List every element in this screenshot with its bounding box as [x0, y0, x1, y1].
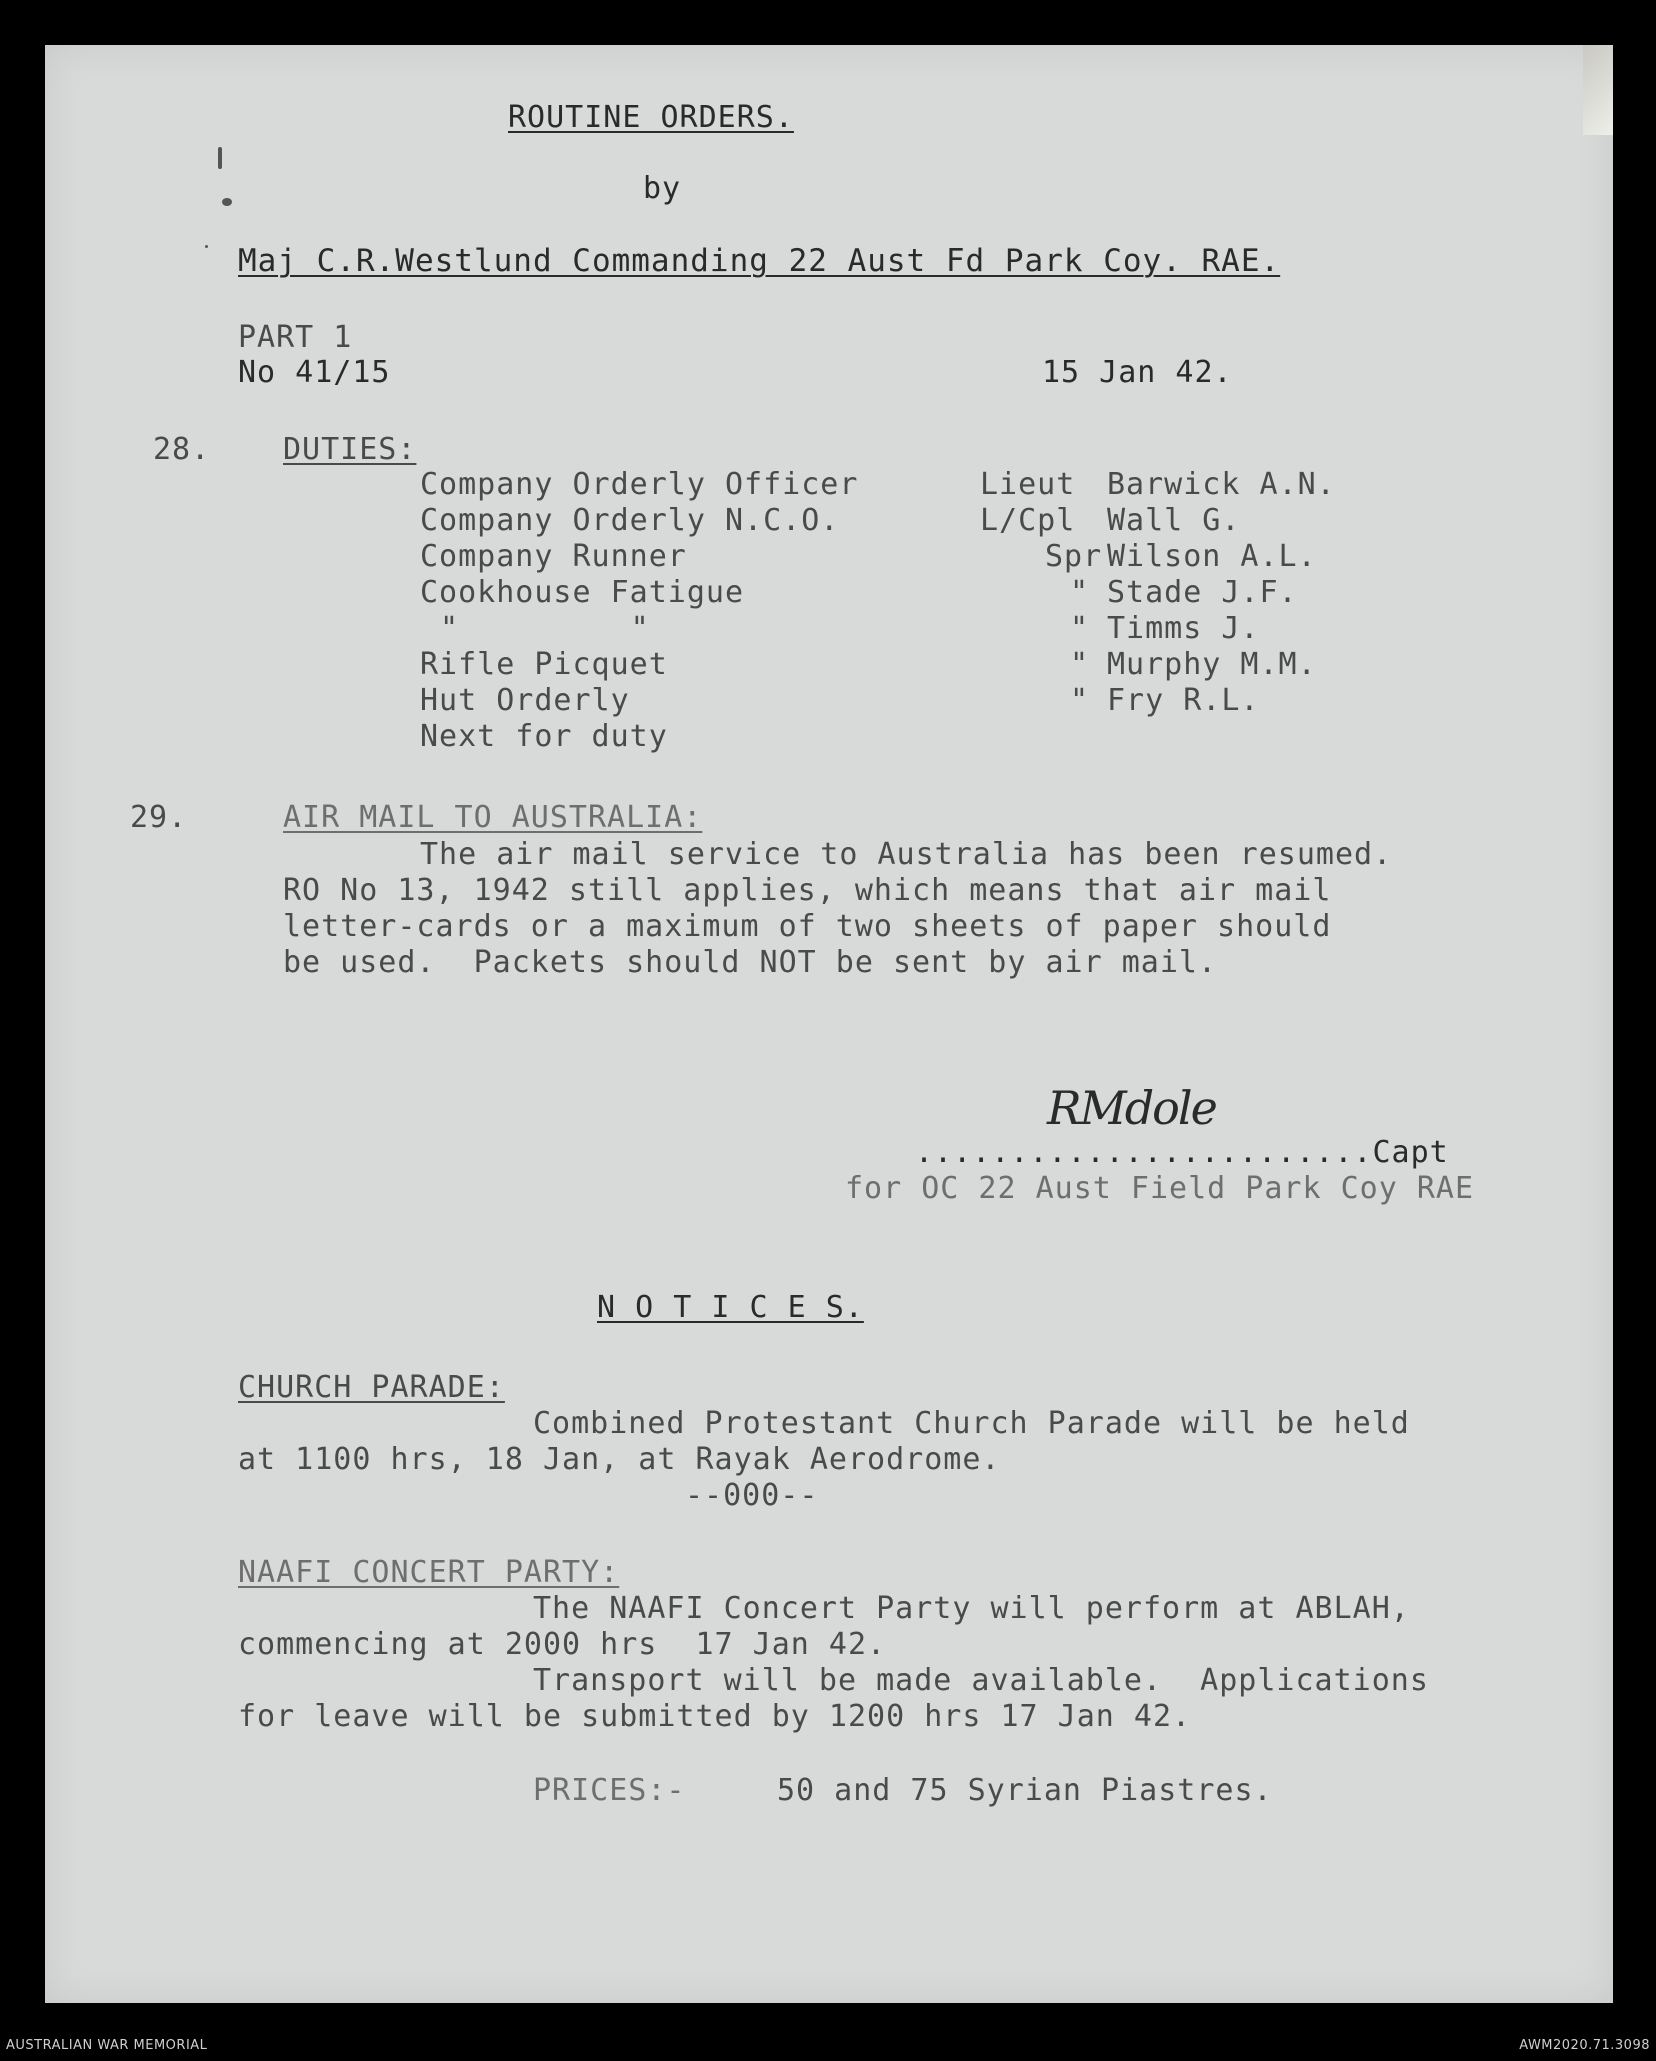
- item-number-29: 29.: [130, 800, 188, 835]
- duty-role: Company Runner: [420, 539, 687, 574]
- naafi-line: for leave will be submitted by 1200 hrs 17 Jan 42.: [238, 1699, 1192, 1734]
- paper-mark: [218, 147, 222, 169]
- document-page: [45, 45, 1613, 2003]
- signature-dots: ........................Capt: [915, 1135, 1449, 1170]
- airmail-line: RO No 13, 1942 still applies, which means that air mail: [283, 873, 1332, 908]
- duty-name: Murphy M.M.: [1107, 647, 1317, 682]
- airmail-line: letter-cards or a maximum of two sheets of paper should: [283, 909, 1332, 944]
- signature-scribble: RMdole: [1047, 1081, 1216, 1135]
- duty-rank: L/Cpl: [980, 503, 1076, 538]
- naafi-heading: NAAFI CONCERT PARTY:: [238, 1555, 620, 1590]
- duty-name: Stade J.F.: [1107, 575, 1298, 610]
- title-by: by: [643, 171, 682, 206]
- notices-heading: N O T I C E S.: [597, 1290, 864, 1325]
- footer-accession-id: AWM2020.71.3098: [1519, 2038, 1650, 2053]
- separator: --000--: [685, 1478, 819, 1513]
- duty-role: Hut Orderly: [420, 683, 630, 718]
- church-line: at 1100 hrs, 18 Jan, at Rayak Aerodrome.: [238, 1442, 1001, 1477]
- duty-name: Wall G.: [1107, 503, 1241, 538]
- duty-rank: Spr: [1045, 539, 1103, 574]
- duty-role: Next for duty: [420, 719, 668, 754]
- footer-institution: AUSTRALIAN WAR MEMORIAL: [6, 2038, 208, 2053]
- duty-name: Fry R.L.: [1107, 683, 1260, 718]
- page-fold: [1583, 45, 1613, 135]
- duty-name: Wilson A.L.: [1107, 539, 1317, 574]
- paper-mark: [205, 245, 208, 248]
- duty-rank: ": [1070, 683, 1090, 718]
- church-heading: CHURCH PARADE:: [238, 1370, 505, 1405]
- duty-rank: ": [1070, 575, 1090, 610]
- duty-role: Cookhouse Fatigue: [420, 575, 745, 610]
- naafi-line: The NAAFI Concert Party will perform at ABLAH,: [533, 1591, 1410, 1626]
- duty-rank: ": [1070, 647, 1090, 682]
- part-label: PART 1: [238, 320, 353, 355]
- prices-value: 50 and 75 Syrian Piastres.: [777, 1773, 1273, 1808]
- duty-name: Timms J.: [1107, 611, 1260, 646]
- duty-role: " ": [440, 611, 650, 646]
- airmail-line: be used. Packets should NOT be sent by air mail.: [283, 945, 1218, 980]
- church-line: Combined Protestant Church Parade will be held: [533, 1406, 1410, 1441]
- duty-rank: ": [1070, 611, 1090, 646]
- order-number: No 41/15: [238, 355, 391, 390]
- naafi-line: commencing at 2000 hrs 17 Jan 42.: [238, 1627, 887, 1662]
- item-number-28: 28.: [153, 432, 211, 467]
- duties-heading: DUTIES:: [283, 432, 417, 467]
- document-title: ROUTINE ORDERS.: [508, 100, 794, 135]
- prices-label: PRICES:-: [533, 1773, 686, 1808]
- airmail-line: The air mail service to Australia has been resumed.: [420, 837, 1393, 872]
- signature-for-line: for OC 22 Aust Field Park Coy RAE: [845, 1171, 1475, 1206]
- duty-role: Company Orderly Officer: [420, 467, 859, 502]
- duty-role: Company Orderly N.C.O.: [420, 503, 840, 538]
- duty-name: Barwick A.N.: [1107, 467, 1336, 502]
- duty-rank: Lieut: [980, 467, 1076, 502]
- order-date: 15 Jan 42.: [1042, 355, 1233, 390]
- commander-line: Maj C.R.Westlund Commanding 22 Aust Fd Park Coy. RAE.: [238, 243, 1281, 279]
- paper-mark: [222, 198, 232, 206]
- airmail-heading: AIR MAIL TO AUSTRALIA:: [283, 800, 703, 835]
- naafi-line: Transport will be made available. Applications: [533, 1663, 1429, 1698]
- duty-role: Rifle Picquet: [420, 647, 668, 682]
